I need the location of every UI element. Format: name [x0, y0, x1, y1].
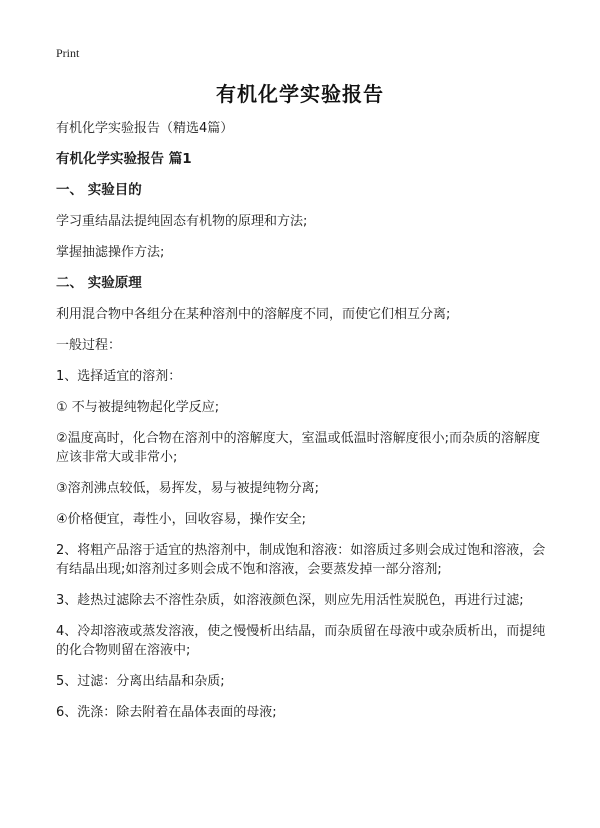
- list-item: 2、将粗产品溶于适宜的热溶剂中，制成饱和溶液：如溶质过多则会成过饱和溶液，会有结晶出现;如溶剂过多则会成不饱和溶液，会要蒸发掉一部分溶剂;: [56, 543, 546, 577]
- list-item: ① 不与被提纯物起化学反应;: [56, 400, 220, 415]
- list-item: ③溶剂沸点较低，易挥发，易与被提纯物分离;: [56, 481, 320, 496]
- list-item: 1、选择适宜的溶剂：: [56, 369, 182, 384]
- page-title: 有机化学实验报告: [216, 82, 384, 106]
- doc-subtitle: 有机化学实验报告（精选4篇）: [56, 121, 234, 136]
- list-item: 3、趁热过滤除去不溶性杂质，如溶液颜色深，则应先用活性炭脱色，再进行过滤;: [56, 593, 524, 608]
- list-item: ④价格便宜，毒性小，回收容易，操作安全;: [56, 512, 307, 527]
- paragraph: 掌握抽滤操作方法;: [56, 245, 165, 260]
- paragraph: 一般过程：: [56, 338, 122, 353]
- paragraph: 学习重结晶法提纯固态有机物的原理和方法;: [56, 214, 308, 229]
- subsection-heading-purpose: 一、 实验目的: [56, 182, 142, 198]
- list-item: 4、冷却溶液或蒸发溶液，使之慢慢析出结晶，而杂质留在母液中或杂质析出，而提纯的化合物则留在溶液中;: [56, 624, 546, 658]
- print-link[interactable]: Print: [56, 46, 80, 60]
- section-heading: 有机化学实验报告 篇1: [56, 151, 192, 167]
- subsection-heading-principle: 二、 实验原理: [56, 275, 142, 291]
- document-body: [56, 119, 548, 722]
- paragraph: 利用混合物中各组分在某种溶剂中的溶解度不同，而使它们相互分离;: [56, 307, 451, 322]
- list-item: 6、洗涤：除去附着在晶体表面的母液;: [56, 705, 277, 720]
- list-item: 5、过滤：分离出结晶和杂质;: [56, 674, 225, 689]
- list-item: ②温度高时，化合物在溶剂中的溶解度大，室温或低温时溶解度很小;而杂质的溶解度应该非常大或非常小;: [56, 431, 541, 465]
